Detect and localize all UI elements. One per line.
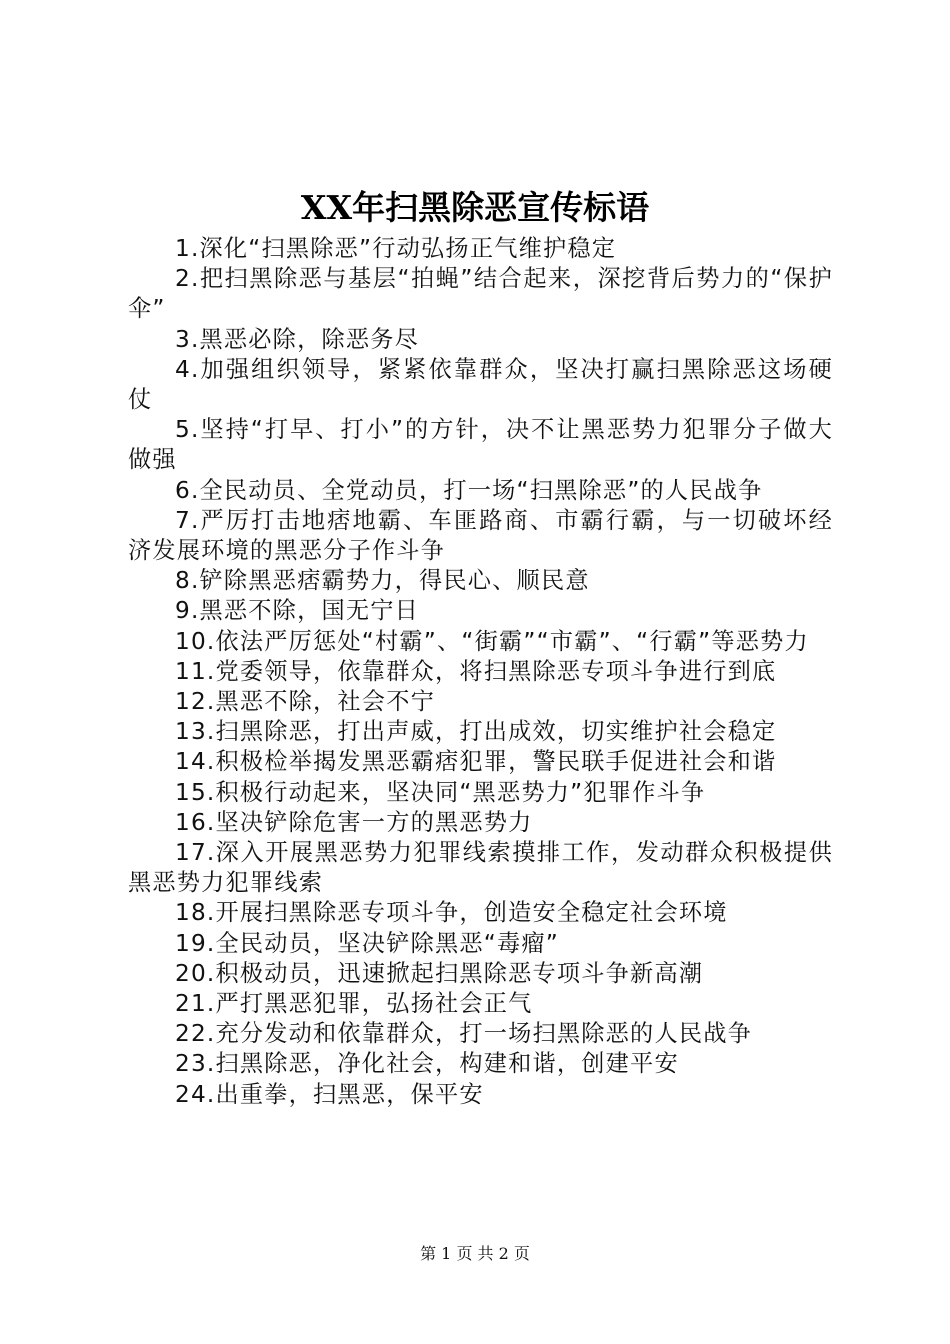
slogan-item: 17.深入开展黑恶势力犯罪线索摸排工作，发动群众积极提供黑恶势力犯罪线索 [128, 839, 833, 897]
slogan-item: 7.严厉打击地痞地霸、车匪路商、市霸行霸，与一切破坏经济发展环境的黑恶分子作斗争 [128, 506, 833, 565]
slogan-item: 8.铲除黑恶痞霸势力，得民心、顺民意 [175, 567, 590, 595]
slogan-item: 10.依法严厉惩处“村霸”、“街霸”“市霸”、“行霸”等恶势力 [175, 627, 809, 655]
slogan-item: 23.扫黑除恶，净化社会，构建和谐，创建平安 [175, 1050, 679, 1078]
slogan-item: 2.把扫黑除恶与基层“拍蝇”结合起来，深挖背后势力的“保护伞” [128, 265, 833, 323]
slogan-item: 22.充分发动和依靠群众，打一场扫黑除恶的人民战争 [175, 1020, 752, 1048]
slogan-list [128, 234, 833, 1110]
slogan-item: 16.坚决铲除危害一方的黑恶势力 [175, 808, 533, 836]
slogan-item: 24.出重拳，扫黑恶，保平安 [175, 1080, 484, 1108]
slogan-item: 21.严打黑恶犯罪，弘扬社会正气 [175, 990, 533, 1018]
slogan-item: 4.加强组织领导，紧紧依靠群众，坚决打赢扫黑除恶这场硬仗 [128, 355, 833, 414]
slogan-item: 12.黑恶不除，社会不宁 [175, 688, 435, 716]
slogan-item: 11.党委领导，依靠群众，将扫黑除恶专项斗争进行到底 [175, 657, 777, 685]
document-title: XX年扫黑除恶宣传标语 [300, 188, 650, 227]
page-footer: 第 1 页 共 2 页 [420, 1244, 530, 1263]
slogan-item: 18.开展扫黑除恶专项斗争，创造安全稳定社会环境 [175, 899, 728, 927]
slogan-item: 15.积极行动起来，坚决同“黑恶势力”犯罪作斗争 [175, 778, 706, 806]
slogan-item: 9.黑恶不除，国无宁日 [175, 597, 420, 625]
slogan-item: 1.深化“扫黑除恶”行动弘扬正气维护稳定 [175, 235, 617, 262]
slogan-item: 5.坚持“打早、打小”的方针，决不让黑恶势力犯罪分子做大做强 [128, 416, 833, 474]
slogan-item: 19.全民动员，坚决铲除黑恶“毒瘤” [175, 929, 559, 957]
slogan-item: 3.黑恶必除，除恶务尽 [175, 325, 420, 353]
slogan-item: 14.积极检举揭发黑恶霸痞犯罪，警民联手促进社会和谐 [175, 748, 777, 776]
slogan-item: 13.扫黑除恶，打出声威，打出成效，切实维护社会稳定 [175, 718, 777, 746]
slogan-item: 20.积极动员，迅速掀起扫黑除恶专项斗争新高潮 [175, 959, 704, 987]
slogan-item: 6.全民动员、全党动员，打一场“扫黑除恶”的人民战争 [175, 476, 763, 504]
